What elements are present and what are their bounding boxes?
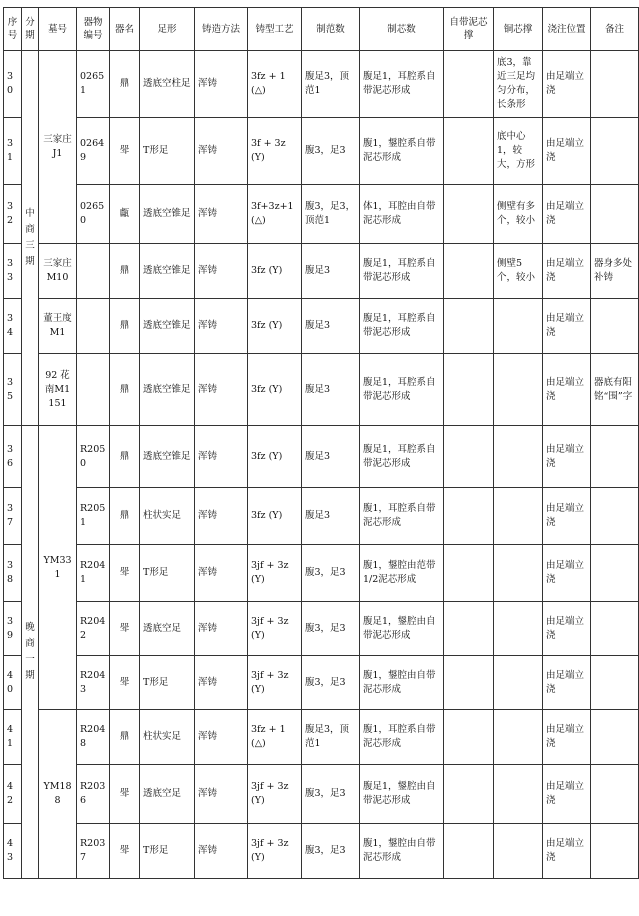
cell-copper bbox=[494, 602, 543, 656]
cell-no: 36 bbox=[4, 426, 22, 488]
cell-mold: 3jf + 3z (Y) bbox=[248, 824, 302, 879]
cell-foot: 透底空锥足 bbox=[140, 426, 195, 488]
cell-pour: 由足端立浇 bbox=[543, 545, 591, 602]
cell-pour: 由足端立浇 bbox=[543, 656, 591, 710]
col-header-self-core: 自带泥芯撑 bbox=[444, 8, 494, 51]
table-row bbox=[4, 824, 639, 879]
cell-no: 33 bbox=[4, 244, 22, 299]
cell-self-core bbox=[444, 602, 494, 656]
cell-code: 02649 bbox=[77, 118, 110, 185]
cell-core: 腹足1，耳腔系自带泥芯形成 bbox=[360, 299, 444, 354]
col-header-code: 器物编号 bbox=[77, 8, 110, 51]
cell-mold: 3fz (Y) bbox=[248, 244, 302, 299]
cell-no: 34 bbox=[4, 299, 22, 354]
cell-tomb: 董王度M1 bbox=[39, 299, 77, 354]
col-header-core: 制芯数 bbox=[360, 8, 444, 51]
cell-foot: T形足 bbox=[140, 824, 195, 879]
cell-code: R2048 bbox=[77, 710, 110, 765]
cell-core: 腹足1，耳腔系自带泥芯形成 bbox=[360, 426, 444, 488]
cell-no: 31 bbox=[4, 118, 22, 185]
cell-no: 35 bbox=[4, 354, 22, 426]
cell-cast: 浑铸 bbox=[195, 426, 248, 488]
cell-cast: 浑铸 bbox=[195, 488, 248, 545]
cell-name: 鼎 bbox=[110, 299, 140, 354]
col-header-tomb: 墓号 bbox=[39, 8, 77, 51]
cell-pour: 由足端立浇 bbox=[543, 118, 591, 185]
cell-code: R2050 bbox=[77, 426, 110, 488]
cell-tomb: 92 花南M1151 bbox=[39, 354, 77, 426]
cell-tomb: YM188 bbox=[39, 710, 77, 879]
cell-core: 体1，耳腔由自带泥芯形成 bbox=[360, 185, 444, 244]
col-header-cast: 铸造方法 bbox=[195, 8, 248, 51]
cell-no: 39 bbox=[4, 602, 22, 656]
cell-code: R2036 bbox=[77, 765, 110, 824]
cell-foot: T形足 bbox=[140, 656, 195, 710]
cell-core: 腹1，耳腔系自带泥芯形成 bbox=[360, 710, 444, 765]
table-row bbox=[4, 299, 639, 354]
cell-self-core bbox=[444, 51, 494, 118]
cell-copper bbox=[494, 354, 543, 426]
cell-mold: 3fz + 1 (△) bbox=[248, 51, 302, 118]
cell-cast: 浑铸 bbox=[195, 118, 248, 185]
table-row bbox=[4, 185, 639, 244]
cell-pour: 由足端立浇 bbox=[543, 602, 591, 656]
cell-mold: 3f + 3z (Y) bbox=[248, 118, 302, 185]
cell-copper: 侧壁5个，较小 bbox=[494, 244, 543, 299]
cell-name: 斝 bbox=[110, 545, 140, 602]
cell-self-core bbox=[444, 765, 494, 824]
cell-pour: 由足端立浇 bbox=[543, 299, 591, 354]
cell-code: R2051 bbox=[77, 488, 110, 545]
cell-copper: 底3，靠近三足均匀分布，长条形 bbox=[494, 51, 543, 118]
cell-fan: 腹足3 bbox=[302, 354, 360, 426]
cell-note bbox=[591, 824, 639, 879]
cell-note bbox=[591, 488, 639, 545]
cell-code bbox=[77, 244, 110, 299]
cell-self-core bbox=[444, 656, 494, 710]
col-header-period: 分期 bbox=[22, 8, 39, 51]
period-char: 商 bbox=[25, 638, 35, 649]
cell-copper: 侧壁有多个，较小 bbox=[494, 185, 543, 244]
cell-cast: 浑铸 bbox=[195, 545, 248, 602]
cell-copper bbox=[494, 299, 543, 354]
cell-code bbox=[77, 354, 110, 426]
cell-note bbox=[591, 545, 639, 602]
table-row bbox=[4, 488, 639, 545]
cell-cast: 浑铸 bbox=[195, 656, 248, 710]
cell-mold: 3fz (Y) bbox=[248, 299, 302, 354]
cell-no: 40 bbox=[4, 656, 22, 710]
cell-foot: 透底空足 bbox=[140, 765, 195, 824]
cell-copper bbox=[494, 426, 543, 488]
cell-foot: 透底空锥足 bbox=[140, 354, 195, 426]
col-header-name: 器名 bbox=[110, 8, 140, 51]
cell-cast: 浑铸 bbox=[195, 185, 248, 244]
cell-self-core bbox=[444, 488, 494, 545]
col-header-pour: 浇注位置 bbox=[543, 8, 591, 51]
cell-fan: 腹3，足3，顶范1 bbox=[302, 185, 360, 244]
cell-copper: 底中心1，较大，方形 bbox=[494, 118, 543, 185]
cell-copper bbox=[494, 824, 543, 879]
casting-table bbox=[3, 7, 639, 879]
cell-name: 斝 bbox=[110, 602, 140, 656]
cell-name: 斝 bbox=[110, 118, 140, 185]
cell-foot: 透底空足 bbox=[140, 602, 195, 656]
cell-self-core bbox=[444, 185, 494, 244]
cell-cast: 浑铸 bbox=[195, 244, 248, 299]
cell-copper bbox=[494, 710, 543, 765]
cell-fan: 腹3，足3 bbox=[302, 602, 360, 656]
cell-mold: 3fz (Y) bbox=[248, 488, 302, 545]
cell-note: 器底有阳铭“围”字 bbox=[591, 354, 639, 426]
cell-foot: 柱状实足 bbox=[140, 488, 195, 545]
table-row bbox=[4, 545, 639, 602]
cell-cast: 浑铸 bbox=[195, 51, 248, 118]
cell-mold: 3jf + 3z (Y) bbox=[248, 765, 302, 824]
cell-pour: 由足端立浇 bbox=[543, 244, 591, 299]
cell-note bbox=[591, 602, 639, 656]
cell-no: 38 bbox=[4, 545, 22, 602]
cell-no: 32 bbox=[4, 185, 22, 244]
cell-fan: 腹足3 bbox=[302, 426, 360, 488]
col-header-mold: 铸型工艺 bbox=[248, 8, 302, 51]
cell-mold: 3f+3z+1 (△) bbox=[248, 185, 302, 244]
period-char: 期 bbox=[25, 670, 35, 681]
cell-note bbox=[591, 710, 639, 765]
cell-pour: 由足端立浇 bbox=[543, 185, 591, 244]
cell-name: 鼎 bbox=[110, 354, 140, 426]
cell-fan: 腹足3 bbox=[302, 488, 360, 545]
cell-pour: 由足端立浇 bbox=[543, 824, 591, 879]
cell-mold: 3fz (Y) bbox=[248, 426, 302, 488]
cell-note bbox=[591, 185, 639, 244]
cell-fan: 腹3，足3 bbox=[302, 765, 360, 824]
cell-fan: 腹3，足3 bbox=[302, 118, 360, 185]
cell-foot: 透底空锥足 bbox=[140, 244, 195, 299]
cell-note bbox=[591, 51, 639, 118]
period-char: 商 bbox=[25, 224, 35, 235]
cell-copper bbox=[494, 656, 543, 710]
table-row bbox=[4, 354, 639, 426]
cell-self-core bbox=[444, 545, 494, 602]
cell-fan: 腹3，足3 bbox=[302, 545, 360, 602]
cell-code bbox=[77, 299, 110, 354]
cell-core: 腹足1，耳腔系自带泥芯形成 bbox=[360, 51, 444, 118]
cell-mold: 3jf + 3z (Y) bbox=[248, 656, 302, 710]
cell-foot: T形足 bbox=[140, 118, 195, 185]
cell-name: 鼎 bbox=[110, 488, 140, 545]
cell-core: 腹1，鋬腔系自带泥芯形成 bbox=[360, 118, 444, 185]
cell-fan: 腹足3 bbox=[302, 244, 360, 299]
cell-note bbox=[591, 118, 639, 185]
cell-tomb: YM331 bbox=[39, 426, 77, 710]
col-header-no: 序号 bbox=[4, 8, 22, 51]
cell-tomb: 三家庄J1 bbox=[39, 51, 77, 244]
cell-core: 腹足1，鋬腔由自带泥芯形成 bbox=[360, 602, 444, 656]
period-char: 期 bbox=[25, 256, 35, 267]
cell-cast: 浑铸 bbox=[195, 824, 248, 879]
cell-foot: 透底空锥足 bbox=[140, 185, 195, 244]
cell-foot: 柱状实足 bbox=[140, 710, 195, 765]
cell-code: R2041 bbox=[77, 545, 110, 602]
cell-cast: 浑铸 bbox=[195, 354, 248, 426]
cell-copper bbox=[494, 545, 543, 602]
table-row bbox=[4, 51, 639, 118]
table-row bbox=[4, 656, 639, 710]
cell-name: 斝 bbox=[110, 656, 140, 710]
cell-cast: 浑铸 bbox=[195, 299, 248, 354]
cell-copper bbox=[494, 765, 543, 824]
cell-fan: 腹3，足3 bbox=[302, 656, 360, 710]
cell-core: 腹1，耳腔系自带泥芯形成 bbox=[360, 488, 444, 545]
cell-note bbox=[591, 656, 639, 710]
cell-no: 43 bbox=[4, 824, 22, 879]
cell-pour: 由足端立浇 bbox=[543, 426, 591, 488]
table-row bbox=[4, 244, 639, 299]
cell-note bbox=[591, 299, 639, 354]
cell-mold: 3fz + 1 (△) bbox=[248, 710, 302, 765]
cell-foot: 透底空柱足 bbox=[140, 51, 195, 118]
cell-foot: T形足 bbox=[140, 545, 195, 602]
cell-pour: 由足端立浇 bbox=[543, 710, 591, 765]
cell-pour: 由足端立浇 bbox=[543, 765, 591, 824]
cell-core: 腹足1，鋬腔由自带泥芯形成 bbox=[360, 765, 444, 824]
cell-self-core bbox=[444, 824, 494, 879]
cell-mold: 3fz (Y) bbox=[248, 354, 302, 426]
cell-foot: 透底空锥足 bbox=[140, 299, 195, 354]
cell-name: 鼎 bbox=[110, 244, 140, 299]
cell-core: 腹足1，耳腔系自带泥芯形成 bbox=[360, 354, 444, 426]
cell-name: 甗 bbox=[110, 185, 140, 244]
cell-tomb: 三家庄M10 bbox=[39, 244, 77, 299]
cell-self-core bbox=[444, 299, 494, 354]
cell-self-core bbox=[444, 244, 494, 299]
cell-pour: 由足端立浇 bbox=[543, 51, 591, 118]
cell-pour: 由足端立浇 bbox=[543, 354, 591, 426]
table-row bbox=[4, 765, 639, 824]
cell-code: R2037 bbox=[77, 824, 110, 879]
cell-cast: 浑铸 bbox=[195, 710, 248, 765]
cell-fan: 腹3，足3 bbox=[302, 824, 360, 879]
cell-core: 腹足1，耳腔系自带泥芯形成 bbox=[360, 244, 444, 299]
cell-fan: 腹足3，顶范1 bbox=[302, 710, 360, 765]
cell-copper bbox=[494, 488, 543, 545]
cell-name: 鼎 bbox=[110, 51, 140, 118]
cell-note bbox=[591, 765, 639, 824]
cell-note: 器身多处补铸 bbox=[591, 244, 639, 299]
col-header-note: 备注 bbox=[591, 8, 639, 51]
table-row bbox=[4, 118, 639, 185]
cell-self-core bbox=[444, 710, 494, 765]
cell-pour: 由足端立浇 bbox=[543, 488, 591, 545]
cell-core: 腹1，鋬腔由范带1/2泥芯形成 bbox=[360, 545, 444, 602]
cell-no: 41 bbox=[4, 710, 22, 765]
cell-name: 斝 bbox=[110, 824, 140, 879]
cell-fan: 腹足3，顶范1 bbox=[302, 51, 360, 118]
cell-cast: 浑铸 bbox=[195, 765, 248, 824]
cell-self-core bbox=[444, 354, 494, 426]
cell-self-core bbox=[444, 118, 494, 185]
cell-mold: 3jf + 3z (Y) bbox=[248, 545, 302, 602]
cell-fan: 腹足3 bbox=[302, 299, 360, 354]
cell-no: 30 bbox=[4, 51, 22, 118]
cell-core: 腹1，鋬腔由自带泥芯形成 bbox=[360, 656, 444, 710]
period-char: 三 bbox=[25, 240, 35, 251]
header-row bbox=[4, 8, 639, 51]
cell-code: 02650 bbox=[77, 185, 110, 244]
period-char: 一 bbox=[25, 654, 35, 665]
table-row bbox=[4, 710, 639, 765]
table-row bbox=[4, 602, 639, 656]
period-cell bbox=[22, 426, 39, 879]
period-char: 晚 bbox=[25, 622, 35, 633]
cell-note bbox=[591, 426, 639, 488]
cell-core: 腹1，鋬腔由自带泥芯形成 bbox=[360, 824, 444, 879]
cell-name: 斝 bbox=[110, 765, 140, 824]
cell-code: 02651 bbox=[77, 51, 110, 118]
table-row bbox=[4, 426, 639, 488]
cell-cast: 浑铸 bbox=[195, 602, 248, 656]
cell-name: 鼎 bbox=[110, 710, 140, 765]
cell-mold: 3jf + 3z (Y) bbox=[248, 602, 302, 656]
period-char: 中 bbox=[25, 208, 35, 219]
col-header-copper: 铜芯撑 bbox=[494, 8, 543, 51]
cell-no: 37 bbox=[4, 488, 22, 545]
cell-no: 42 bbox=[4, 765, 22, 824]
cell-name: 鼎 bbox=[110, 426, 140, 488]
col-header-fan: 制范数 bbox=[302, 8, 360, 51]
cell-self-core bbox=[444, 426, 494, 488]
cell-code: R2043 bbox=[77, 656, 110, 710]
period-cell bbox=[22, 51, 39, 426]
cell-code: R2042 bbox=[77, 602, 110, 656]
col-header-foot: 足形 bbox=[140, 8, 195, 51]
